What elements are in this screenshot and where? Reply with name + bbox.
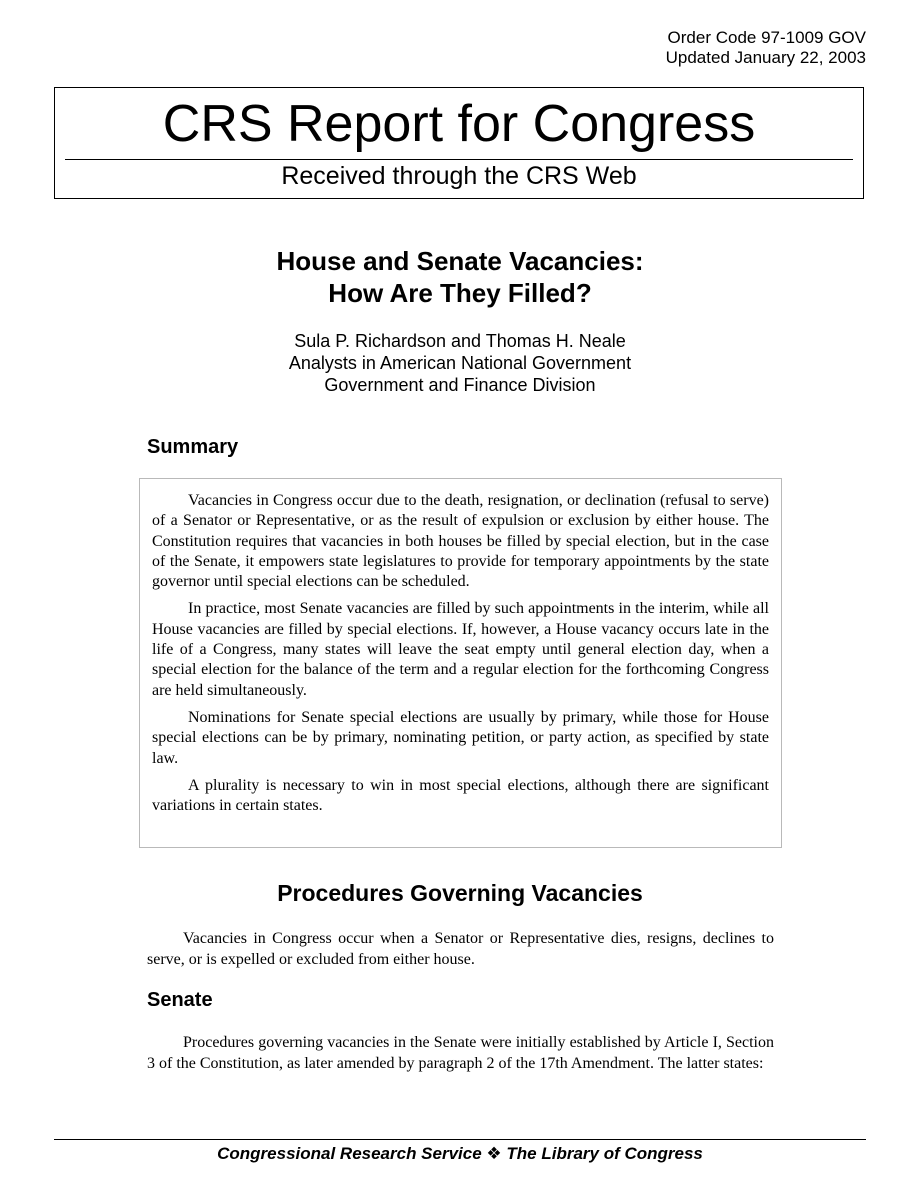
summary-paragraph: A plurality is necessary to win in most special elections, although there are significant variations in certain states. (152, 776, 769, 815)
footer-divider (54, 1139, 866, 1140)
title-line-2: How Are They Filled? (328, 278, 592, 308)
banner-title: CRS Report for Congress (162, 95, 756, 153)
banner-subtitle: Received through the CRS Web (281, 162, 637, 190)
footer-library: The Library of Congress (506, 1144, 703, 1163)
document-title (0, 245, 920, 309)
summary-paragraph: Nominations for Senate special elections are usually by primary, while those for House special elections can be by primary, nominating petition, or party action, as specified by state law. (152, 708, 769, 767)
summary-box (139, 478, 782, 848)
diamond-ornament-icon: ❖ (486, 1144, 502, 1163)
senate-paragraph: Procedures governing vacancies in the Senate were initially established by Article I, Section 3 of the Constitution, as later amended by paragraph 2 of the 17th Amendment. The latter states: (147, 1034, 774, 1072)
updated-date: Updated January 22, 2003 (665, 48, 866, 67)
summary-paragraph: In practice, most Senate vacancies are filled by such appointments in the interim, while all House vacancies are filled by special elections. If, however, a House vacancy occurs late in the life of a Congress, many states will leave the seat empty until general election day, when a special election for the balance of the term and a regular election for the forthcoming Congress are held simultaneously. (152, 600, 769, 699)
footer-crs: Congressional Research Service (217, 1144, 482, 1163)
author-block (0, 330, 920, 396)
summary-paragraph: Vacancies in Congress occur due to the death, resignation, or declination (refusal to serve) of a Senator or Representative, or as the result of expulsion or exclusion by either house. The Constitution requires that vacancies in both houses be filled by special election, but in the case of the Senate, it empowers state legislatures to provide for temporary appointments by the state governor until special elections can be scheduled. (152, 492, 769, 591)
senate-heading: Senate (147, 989, 213, 1011)
title-line-1: House and Senate Vacancies: (276, 246, 644, 276)
division: Government and Finance Division (324, 375, 596, 395)
banner-divider (65, 159, 853, 160)
summary-heading: Summary (147, 436, 239, 458)
order-code: Order Code 97-1009 GOV (667, 28, 866, 47)
crs-banner (54, 87, 864, 199)
footer (0, 1143, 920, 1165)
procedures-intro: Vacancies in Congress occur when a Senator or Representative dies, resigns, declines to serve, or is expelled or excluded from either house. (147, 930, 774, 968)
procedures-heading: Procedures Governing Vacancies (277, 880, 643, 906)
order-code-block (666, 28, 866, 68)
authors: Sula P. Richardson and Thomas H. Neale (294, 331, 626, 351)
author-role: Analysts in American National Government (288, 353, 632, 373)
